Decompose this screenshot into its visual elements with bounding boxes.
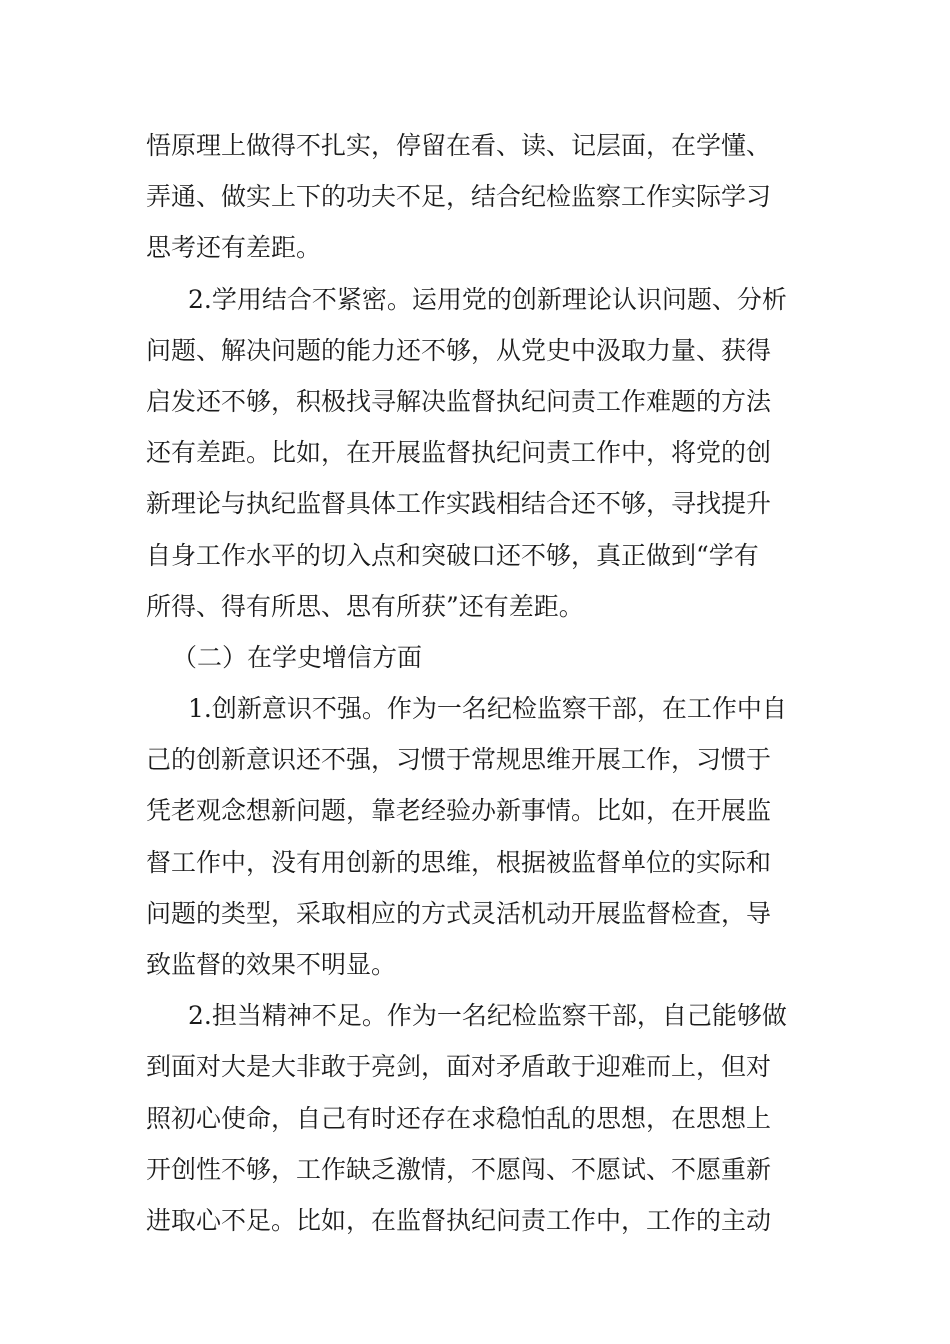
- paragraph-line: 1.创新意识不强。作为一名纪检监察干部，在工作中自: [188, 694, 787, 724]
- paragraph-line: 问题、解决问题的能力还不够，从党史中汲取力量、获得: [146, 335, 772, 365]
- paragraph-line: 督工作中，没有用创新的思维，根据被监督单位的实际和: [146, 847, 772, 877]
- paragraph-line: 开创性不够，工作缺乏激情，不愿闯、不愿试、不愿重新: [146, 1154, 772, 1184]
- paragraph-line: 还有差距。比如，在开展监督执纪问责工作中，将党的创: [146, 438, 772, 468]
- paragraph-line: 所得、得有所思、思有所获”还有差距。: [146, 591, 584, 621]
- paragraph-line: 2.担当精神不足。作为一名纪检监察干部，自己能够做: [188, 1001, 787, 1031]
- paragraph-line: 照初心使命，自己有时还存在求稳怕乱的思想，在思想上: [146, 1103, 772, 1133]
- paragraph-line: 己的创新意识还不强，习惯于常规思维开展工作，习惯于: [146, 745, 772, 775]
- paragraph-line: 悟原理上做得不扎实，停留在看、读、记层面，在学懂、: [146, 131, 772, 160]
- paragraph-line: 致监督的效果不明显。: [146, 950, 397, 979]
- paragraph-line: 新理论与执纪监督具体工作实践相结合还不够，寻找提升: [146, 489, 772, 519]
- paragraph-line: 2.学用结合不紧密。运用党的创新理论认识问题、分析: [188, 284, 787, 314]
- paragraph-line: 思考还有差距。: [146, 233, 322, 263]
- paragraph-line: 进取心不足。比如，在监督执纪问责工作中，工作的主动: [146, 1205, 772, 1235]
- paragraph-line: 启发还不够，积极找寻解决监督执纪问责工作难题的方法: [146, 386, 772, 416]
- document-body: [146, 120, 806, 1246]
- paragraph-line: 到面对大是大非敢于亮剑，面对矛盾敢于迎难而上，但对: [146, 1052, 772, 1082]
- paragraph-line: 问题的类型，采取相应的方式灵活机动开展监督检查，导: [146, 898, 772, 928]
- paragraph-line: 自身工作水平的切入点和突破口还不够，真正做到“学有: [146, 540, 759, 570]
- paragraph-line: 弄通、做实上下的功夫不足，结合纪检监察工作实际学习: [146, 182, 772, 212]
- section-heading: （二）在学史增信方面: [172, 642, 423, 672]
- paragraph-line: 凭老观念想新问题，靠老经验办新事情。比如，在开展监: [146, 796, 772, 826]
